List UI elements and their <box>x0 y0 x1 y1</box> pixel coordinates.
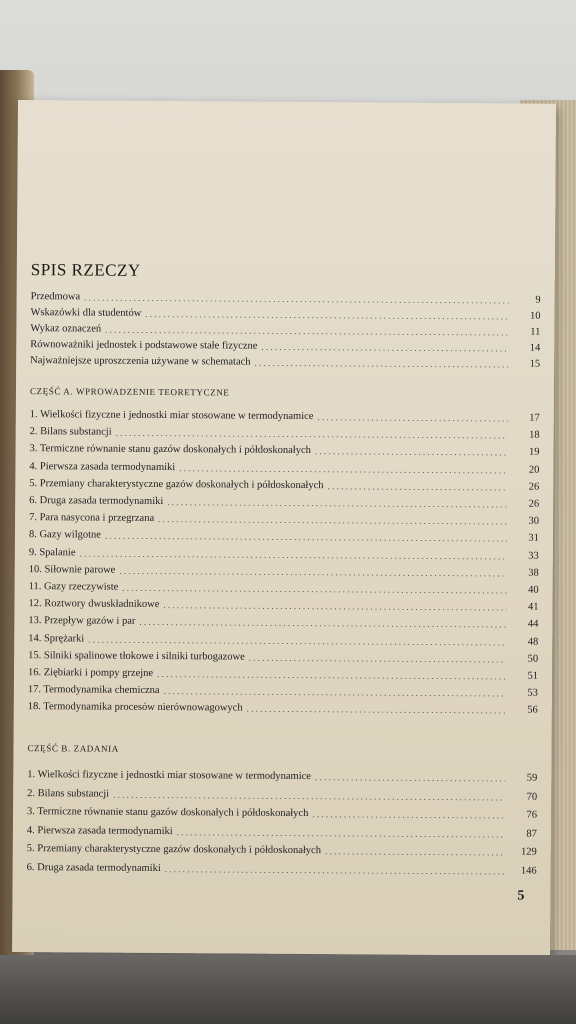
toc-entry-page: 19 <box>529 446 540 459</box>
toc-entry <box>29 509 539 527</box>
toc-entry <box>28 647 538 665</box>
leader-dots <box>105 531 507 544</box>
toc-entry <box>28 664 538 682</box>
toc-entry-label: 10. Siłownie parowe <box>28 563 116 576</box>
toc-entry-page: 15 <box>529 358 541 370</box>
toc-entry-label: 3. Termiczne równanie stanu gazów doskonałych i półdoskonałych <box>26 806 309 820</box>
leader-dots <box>158 514 507 526</box>
toc-entry-page: 9 <box>535 294 541 306</box>
toc-entry-page: 31 <box>528 532 539 545</box>
toc-entry <box>27 785 537 803</box>
toc-entry-page: 59 <box>526 772 538 784</box>
toc-entry <box>30 440 540 458</box>
toc-entry <box>28 681 538 699</box>
leader-dots <box>315 446 508 457</box>
toc-entry-page: 51 <box>527 670 539 682</box>
toc-entry <box>28 595 538 613</box>
toc-entry-page: 44 <box>527 618 539 631</box>
toc-entry-label: 17. Termodynamika chemiczna <box>27 684 160 697</box>
toc-entry <box>28 630 538 648</box>
toc-entry-label: 1. Wielkości fizyczne i jednostki miar stosowane w termodynamice <box>29 409 314 423</box>
leader-dots <box>315 772 505 783</box>
toc-entry-page: 11 <box>530 326 541 338</box>
leader-dots <box>145 309 508 322</box>
toc-entry <box>28 698 538 716</box>
leader-dots <box>105 325 508 338</box>
leader-dots <box>177 827 505 839</box>
toc-entry-page: 53 <box>527 687 538 699</box>
leader-dots <box>327 481 507 492</box>
leader-dots <box>255 358 509 370</box>
leader-dots <box>261 342 508 354</box>
toc-entry-label: 1. Wielkości fizyczne i jednostki miar stosowane w termodynamice <box>27 769 312 783</box>
toc-entry-label: 13. Przepływ gazów i par <box>28 615 136 628</box>
leader-dots <box>317 412 507 423</box>
toc-entry-label: 4. Pierwsza zasada termodynamiki <box>26 824 173 837</box>
toc-entry <box>30 304 540 322</box>
toc-entry-page: 41 <box>527 601 539 613</box>
toc-entry-page: 70 <box>526 791 538 803</box>
toc-entry-label: 5. Przemiany charakterystyczne gazów doskonałych i półdoskonałych <box>29 477 324 491</box>
toc-entry-page: 18 <box>529 429 540 441</box>
part-a-title: CZĘŚĆ A. WPROWADZENIE TEORETYCZNE <box>29 386 230 398</box>
toc-entry-label: 11. Gazy rzeczywiste <box>28 581 119 593</box>
toc-entry <box>30 320 540 338</box>
toc-entry <box>27 859 537 877</box>
toc-entry-label: Równoważniki jednostek i podstawowe stałe fizyczne <box>30 339 258 352</box>
toc-entry <box>27 766 537 784</box>
table-surface <box>0 955 576 1024</box>
leader-dots <box>167 497 507 509</box>
toc-entry <box>30 423 540 441</box>
leader-dots <box>139 617 506 630</box>
toc-entry-page: 87 <box>526 828 537 840</box>
toc-entry-page: 129 <box>520 846 537 858</box>
leader-dots <box>79 548 506 561</box>
toc-entry-label: 3. Termiczne równanie stanu gazów doskonałych i półdoskonałych <box>29 443 311 457</box>
toc-entry-page: 146 <box>520 865 537 877</box>
toc-entry-label: Najważniejsze uproszczenia używane w schematach <box>30 355 251 368</box>
toc-entry <box>29 526 539 544</box>
toc-entry-label: 4. Pierwsza zasada termodynamiki <box>29 460 176 473</box>
leader-dots <box>325 846 505 857</box>
toc-entry-label: 15. Silniki spalinowe tłokowe i silniki turbogazowe <box>28 649 245 663</box>
toc-entry <box>27 803 537 821</box>
toc-entry-label: 16. Ziębiarki i pompy grzejne <box>27 667 154 679</box>
toc-entry-label: Wykaz oznaczeń <box>30 323 102 335</box>
toc-entry-label: Przedmowa <box>30 291 81 303</box>
toc-entry-label: 12. Roztwory dwuskładnikowe <box>28 598 160 611</box>
toc-entry-label: 18. Termodynamika procesów nierównowagowych <box>27 701 243 714</box>
leader-dots <box>179 463 507 475</box>
leader-dots <box>165 864 505 876</box>
toc-entry-page: 38 <box>528 567 539 579</box>
toc-entry-page: 33 <box>528 550 539 562</box>
leader-dots <box>163 600 506 612</box>
leader-dots <box>113 789 505 802</box>
leader-dots <box>247 704 506 716</box>
leader-dots <box>249 652 506 664</box>
toc-entry <box>27 822 537 840</box>
toc-entry <box>29 561 539 579</box>
toc-entry <box>28 612 538 630</box>
toc-entry <box>29 458 539 476</box>
toc-entry-page: 26 <box>528 481 540 493</box>
toc-entry-label: 8. Gazy wilgotne <box>28 529 102 541</box>
book-page <box>12 100 556 956</box>
toc-entry <box>29 475 539 493</box>
toc-entry-page: 30 <box>528 515 540 527</box>
toc-entry-label: 6. Druga zasada termodynamiki <box>29 495 164 508</box>
toc-entry <box>31 288 541 306</box>
leader-dots <box>312 809 505 820</box>
toc-entry <box>29 544 539 562</box>
toc-entry-page: 17 <box>529 412 540 424</box>
toc-entry-label: 5. Przemiany charakterystyczne gazów doskonałych i półdoskonałych <box>26 843 322 857</box>
leader-dots <box>122 583 506 596</box>
toc-entry-label: 2. Bilans substancji <box>27 787 110 800</box>
toc-entry-page: 10 <box>529 310 541 322</box>
toc-entry-page: 20 <box>528 464 540 476</box>
toc-entry-label: Wskazówki dla studentów <box>30 307 142 319</box>
toc-entry-page: 40 <box>528 584 539 596</box>
toc-entry-label: 7. Para nasycona i przegrzana <box>29 512 155 525</box>
leader-dots <box>157 669 506 681</box>
toc-entry <box>29 578 539 596</box>
part-b-title: CZĘŚĆ B. ZADANIA <box>27 743 119 754</box>
toc-entry <box>30 406 540 424</box>
leader-dots <box>88 634 506 647</box>
toc-entry-label: 6. Druga zasada termodynamiki <box>26 861 161 874</box>
page-number: 5 <box>517 888 525 904</box>
toc-entry <box>29 492 539 510</box>
toc-entry-page: 48 <box>527 636 539 648</box>
toc-entry-page: 56 <box>527 704 538 717</box>
toc-entry-label: 2. Bilans substancji <box>29 426 112 438</box>
toc-entry-label: 9. Spalanie <box>28 546 76 559</box>
leader-dots <box>84 292 508 305</box>
toc-entry-page: 50 <box>527 653 539 665</box>
toc-entry-label: 14. Sprężarki <box>28 632 85 645</box>
toc-entry-page: 26 <box>528 498 540 510</box>
toc-entry <box>27 840 537 858</box>
leader-dots <box>164 686 506 698</box>
leader-dots <box>119 566 506 579</box>
toc-entry <box>30 336 540 354</box>
toc-heading: SPIS RZECZY <box>30 260 141 280</box>
toc-entry-page: 76 <box>526 809 538 821</box>
toc-entry-page: 14 <box>529 342 541 354</box>
toc-entry <box>30 352 540 370</box>
leader-dots <box>116 428 508 441</box>
